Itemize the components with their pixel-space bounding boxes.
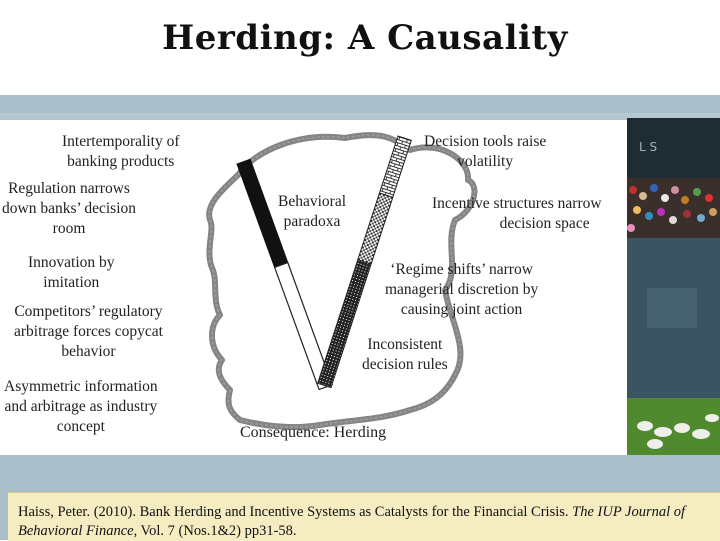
label-incentive-structures: Incentive structures narrow decision space: [432, 195, 602, 232]
label-innovation: Innovation by imitation: [28, 254, 115, 291]
label-consequence: Consequence: Herding: [240, 424, 387, 441]
label-regulation: Regulation narrows down banks’ decision room: [2, 180, 137, 237]
slide-title: Herding: A Causality: [162, 18, 568, 58]
photo-caption: L S: [639, 140, 658, 154]
citation-part2: , Vol. 7 (Nos.1&2) pp31-58.: [133, 523, 297, 539]
citation-journal: The IUP Journal of Behavioral Finance: [18, 504, 686, 539]
label-decision-tools: Decision tools raise volatility: [424, 133, 547, 170]
label-inconsistent: Inconsistent decision rules: [362, 336, 448, 373]
herding-diagram: [0, 120, 627, 455]
citation-box: [8, 492, 720, 541]
citation-text: [8, 493, 720, 541]
label-asymmetric: Asymmetric information and arbitrage as industry concept: [4, 378, 158, 435]
label-behavioral-paradoxa: Behavioral paradoxa: [278, 193, 347, 230]
crowd-sheep-photo: [627, 118, 720, 455]
photo-graphic: [627, 118, 720, 455]
citation-part1: Haiss, Peter. (2010). Bank Herding and Incentive Systems as Catalysts for the Financial Crisis.: [18, 504, 573, 520]
label-competitors: Competitors’ regulatory arbitrage forces copycat behavior: [14, 303, 163, 360]
label-intertemporality: Intertemporality of banking products: [62, 133, 180, 170]
label-regime-shifts: ‘Regime shifts’ narrow managerial discretion by causing joint action: [385, 261, 539, 318]
